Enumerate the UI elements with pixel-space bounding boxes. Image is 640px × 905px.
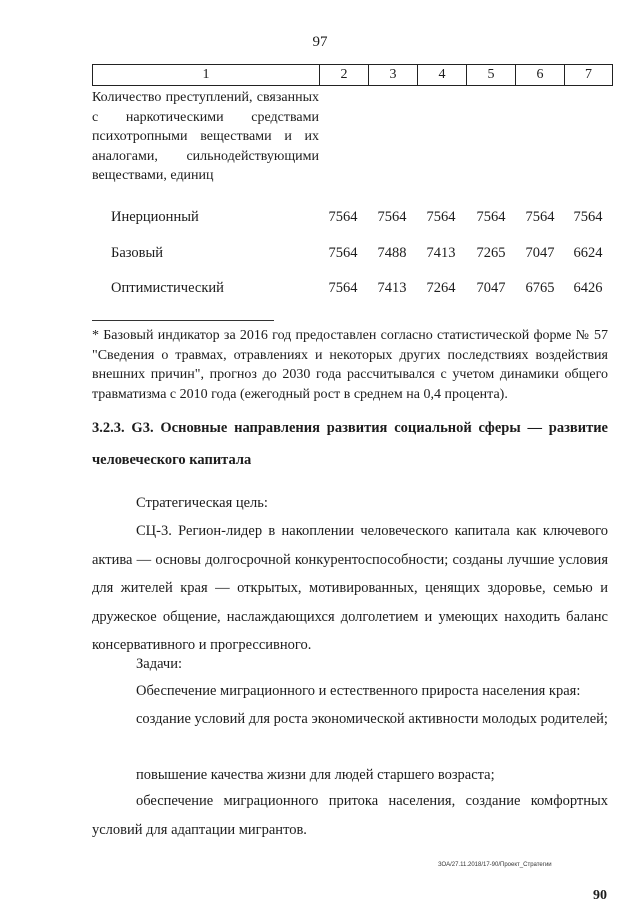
page-number: 97 — [312, 34, 328, 50]
table-cell: 7564 — [328, 209, 358, 225]
footnote: * Базовый индикатор за 2016 год предоставлен согласно статистической форме № 57 "Сведения о травмах, отравлениях и некоторых других последствиях воздействия внешних причин", прогноз до 2030 года рассчитывался с учетом динамики общего травматизма с 2010 года (ежегодный рост в среднем на 0,4 процента). — [92, 328, 608, 402]
table-cell: 7564 — [426, 209, 456, 225]
scenario-name: Инерционный — [111, 209, 199, 225]
table-cell: 7564 — [328, 245, 358, 261]
table-header-row — [92, 64, 613, 86]
table-cell: 7564 — [525, 209, 555, 225]
indicator-label: Количество преступлений, связанных с наркотическими средствами психотропными веществами и их аналогами, сильнодействующими веществами, единиц — [92, 90, 319, 183]
task-item: повышение качества жизни для людей старшего возраста; — [136, 767, 495, 783]
scenario-name: Базовый — [111, 245, 164, 261]
table-cell: 7264 — [426, 280, 456, 296]
table-cell: 7047 — [476, 280, 506, 296]
table-cell: 7265 — [476, 245, 506, 261]
table-cell: 7413 — [426, 245, 456, 261]
table-cell: 7564 — [476, 209, 506, 225]
table-header-cell: 2 — [320, 65, 369, 85]
table-header-cell: 5 — [467, 65, 516, 85]
table-header-cell: 1 — [93, 65, 320, 85]
table-cell: 7413 — [377, 280, 407, 296]
footnote-separator — [92, 320, 274, 321]
section-heading: 3.2.3. G3. Основные направления развития социальной сферы — развитие человеческого капитала — [92, 420, 608, 468]
table-cell: 7564 — [328, 280, 358, 296]
table-row — [92, 209, 620, 229]
document-signature: ЗОА/27.11.2018/17-90/Проект_Стратегии — [438, 862, 552, 868]
table-cell: 7047 — [525, 245, 555, 261]
corner-page-number: 90 — [593, 888, 607, 903]
table-cell: 6624 — [573, 245, 603, 261]
scenario-name: Оптимистический — [111, 280, 224, 296]
table-row — [92, 280, 620, 300]
table-cell: 6426 — [573, 280, 603, 296]
strategic-goal-text: СЦ-3. Регион-лидер в накоплении человеческого капитала как ключевого актива — основы долгосрочной конкурентоспособности; созданы лучшие условия для жителей края — открытых, мотивированных, ценящих здоровье, семью и дружеское общение, наслаждающихся долголетием и умеющих находить баланс консервативного и прогрессивного. — [92, 523, 608, 653]
table-cell: 7488 — [377, 245, 407, 261]
table-header-cell: 3 — [369, 65, 418, 85]
tasks-label: Задачи: — [136, 656, 183, 672]
task-main: Обеспечение миграционного и естественного прироста населения края: — [136, 683, 581, 699]
strategic-goal-label: Стратегическая цель: — [136, 495, 268, 511]
table-cell: 7564 — [573, 209, 603, 225]
table-header-cell: 7 — [585, 67, 592, 82]
table-row — [92, 245, 620, 265]
table-header-cell: 6 — [516, 65, 565, 85]
task-item: создание условий для роста экономической активности молодых родителей; — [136, 711, 608, 727]
table-cell: 6765 — [525, 280, 555, 296]
table-cell: 7564 — [377, 209, 407, 225]
table-header-cell: 4 — [418, 65, 467, 85]
task-item: обеспечение миграционного притока населения, создание комфортных условий для адаптации мигрантов. — [92, 793, 608, 838]
